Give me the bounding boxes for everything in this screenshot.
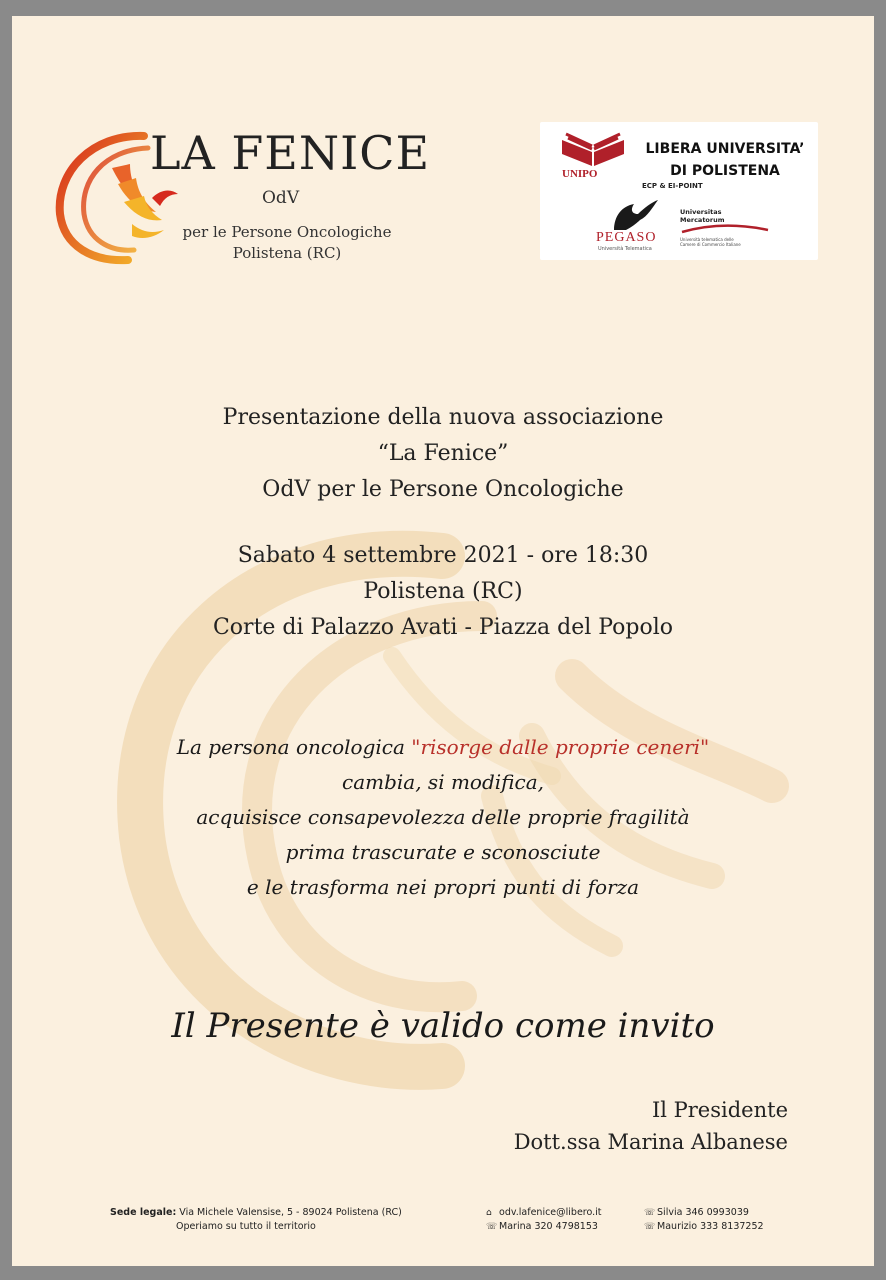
invitation-page	[12, 16, 874, 1266]
logo-title: LA FENICE	[150, 126, 431, 180]
announcement	[12, 400, 874, 508]
event-city: Polistena (RC)	[363, 579, 523, 604]
footer-contacts-right	[644, 1206, 764, 1234]
sede-label: Sede legale:	[110, 1207, 177, 1218]
unipo-label: UNIPO	[562, 168, 598, 180]
sede-address: Via Michele Valensise, 5 - 89024 Polistena (RC)	[179, 1207, 402, 1218]
announcement-line: “La Fenice”	[377, 441, 509, 466]
partner-subtitle: ECP & EI-POINT	[642, 182, 703, 190]
quote-line	[12, 730, 874, 765]
quote-line: e le trasforma nei propri punti di forza	[246, 875, 640, 899]
footer-address	[110, 1206, 402, 1234]
partner-title-line: LIBERA UNIVERSITA’	[645, 141, 805, 157]
quote-line: prima trascurate e sconosciute	[285, 840, 601, 864]
signature-name: Dott.ssa Marina Albanese	[513, 1130, 788, 1154]
signature	[514, 1094, 788, 1158]
partner-title-line: DI POLISTENA	[670, 163, 780, 179]
partner-logo-box	[540, 122, 818, 260]
home-icon: ⌂	[486, 1208, 492, 1218]
event-details	[12, 538, 874, 646]
logo-subtitle-line: per le Persone Oncologiche	[182, 223, 392, 241]
footer-contacts-left	[486, 1206, 602, 1234]
email-link[interactable]: odv.lafenice@libero.it	[499, 1207, 602, 1218]
phone-silvia[interactable]: Silvia 346 0993039	[657, 1207, 749, 1218]
phone-marina[interactable]: Marina 320 4798153	[499, 1221, 598, 1232]
partner-title	[636, 138, 814, 182]
logo-subtitle	[172, 222, 402, 264]
signature-role: Il Presidente	[651, 1098, 788, 1122]
quote-highlight: "risorge dalle proprie ceneri"	[411, 735, 710, 759]
event-venue: Corte di Palazzo Avati - Piazza del Popolo	[212, 615, 674, 640]
mercatorum-line: Universitas	[680, 208, 722, 216]
phone-icon: ☏	[644, 1222, 656, 1232]
invite-note: Il Presente è valido come invito	[171, 1006, 715, 1046]
phone-icon: ☏	[486, 1222, 498, 1232]
logo-odv: OdV	[262, 188, 300, 208]
announcement-line: Presentazione della nuova associazione	[222, 405, 664, 430]
quote-line: acquisisce consapevolezza delle proprie fragilità	[196, 805, 690, 829]
logo-subtitle-line: Polistena (RC)	[232, 244, 342, 262]
pegaso-subtitle: Università Telematica	[598, 246, 652, 252]
phone-maurizio[interactable]: Maurizio 333 8137252	[657, 1221, 764, 1232]
mercatorum-swoosh-icon	[680, 222, 770, 236]
mercatorum-subtitle: Università telematica delle Camere di Commercio Italiane	[680, 237, 741, 247]
pegaso-horse-icon	[608, 198, 660, 232]
quote-block	[12, 730, 874, 905]
phone-icon: ☏	[644, 1208, 656, 1218]
announcement-line: OdV per le Persone Oncologiche	[262, 477, 624, 502]
quote-prefix: La persona oncologica	[176, 735, 412, 759]
quote-line: cambia, si modifica,	[342, 770, 544, 794]
pegaso-label: PEGASO	[596, 230, 657, 245]
unipo-book-icon	[558, 130, 628, 170]
mercatorum-line: Mercatorum	[680, 216, 725, 224]
event-date: Sabato 4 settembre 2021 - ore 18:30	[237, 543, 649, 568]
operiamo-text: Operiamo su tutto il territorio	[176, 1221, 316, 1232]
